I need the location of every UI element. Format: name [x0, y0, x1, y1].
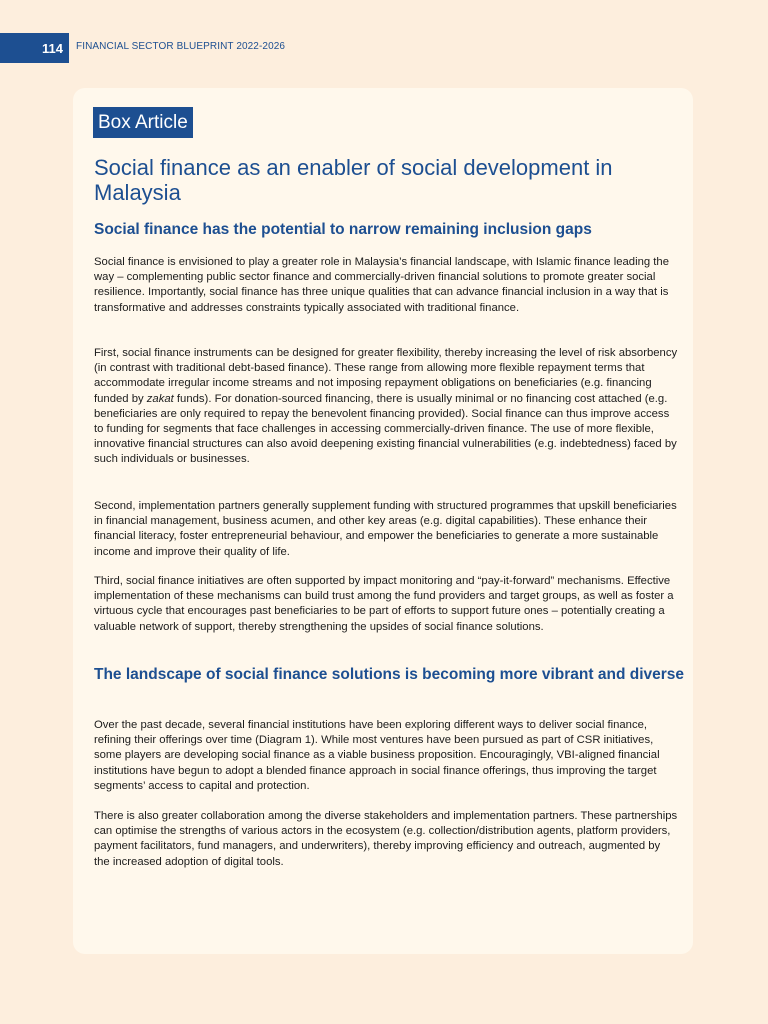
running-header: FINANCIAL SECTOR BLUEPRINT 2022-2026 [76, 41, 286, 52]
paragraph-second: Second, implementation partners generally supplement funding with structured programmes that upskill beneficiaries in financial management, business acumen, and other key areas (e.g. digital capabilities). These enhance their financial literacy, foster entrepreneurial behaviour, and empower the beneficiaries to generate a more sustainable income and improve their quality of life. [94, 500, 677, 558]
paragraph-intro: Social finance is envisioned to play a greater role in Malaysia’s financial landscape, with Islamic finance leading the way – complementing public sector finance and commercially-driven financial solutions to promote greater social resilience. Importantly, social finance has three unique qualities that can advance financial inclusion in a way that is transformative and addresses constraints typically associated with traditional finance. [94, 256, 669, 314]
article-title: Social finance as an enabler of social development in Malaysia [94, 155, 613, 205]
paragraph-past-decade: Over the past decade, several financial institutions have been exploring different ways to deliver social finance, refining their offerings over time (Diagram 1). While most ventures have been pursued as part of CSR initiatives, some players are developing social finance as a viable business proposition. Encouragingly, VBI-aligned financial institutions have begun to adopt a blended finance approach in social finance offerings, thus improving the target segments’ access to capital and protection. [94, 719, 660, 792]
paragraph-collaboration: There is also greater collaboration among the diverse stakeholders and implementation partners. These partnerships can optimise the strengths of various actors in the ecosystem (e.g. collection/distribution agents, platform providers, payment facilitators, fund managers, and underwriters), thereby improving efficiency and outreach, augmented by the increased adoption of digital tools. [94, 810, 678, 868]
paragraph-first-part-2: funds). For donation-sourced financing, there is usually minimal or no financing cost attached (e.g. beneficiaries are only required to repay the benevolent financing provided). Social finance can thus improve access to funding for segments that face challenges in accessing commercially-driven finance. The use of more flexible, innovative financial structures can also avoid deepening existing financial vulnerabilities (e.g. indebtedness) faced by such individuals or businesses. [94, 392, 677, 466]
paragraph-first [94, 346, 678, 468]
zakat-term: zakat [146, 392, 174, 405]
paragraph-first-part-1: First, social finance instruments can be designed for greater flexibility, thereby increasing the level of risk absorbency (in contrast with traditional debt-based finance). These range from allowing more flexible repayment terms that accommodate irregular income streams and not imposing repayment obligations on beneficiaries (e.g. financing funded by [94, 347, 678, 405]
section-heading-inclusion-gaps: Social finance has the potential to narrow remaining inclusion gaps [94, 221, 592, 238]
section-heading-landscape: The landscape of social finance solutions is becoming more vibrant and diverse [94, 666, 685, 683]
paragraph-third: Third, social finance initiatives are often supported by impact monitoring and “pay-it-forward” mechanisms. Effective implementation of these mechanisms can build trust among the fund providers and target groups, as well as foster a virtuous cycle that encourages past beneficiaries to be part of efforts to support future ones – potentially creating a valuable network of support, thereby strengthening the upsides of social finance solutions. [94, 575, 674, 633]
box-article-tag: Box Article [93, 107, 193, 138]
page-number: 114 [0, 33, 69, 63]
